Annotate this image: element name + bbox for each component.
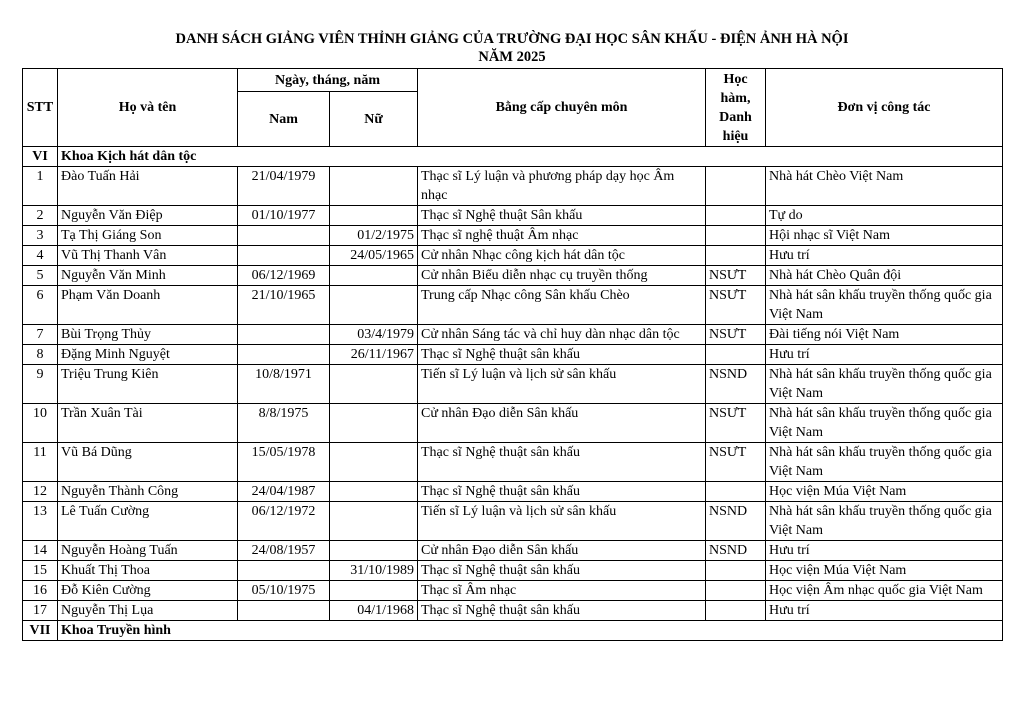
- cell-name: Triệu Trung Kiên: [58, 365, 238, 404]
- header-name: Họ và tên: [58, 69, 238, 147]
- table-row: [23, 404, 1003, 443]
- cell-name: Đào Tuấn Hải: [58, 167, 238, 206]
- table-row: [23, 167, 1003, 206]
- cell-degree: Tiến sĩ Lý luận và lịch sử sân khấu: [418, 502, 706, 541]
- cell-title: [706, 345, 766, 365]
- cell-dob-male: 24/08/1957: [238, 541, 330, 561]
- cell-name: Đỗ Kiên Cường: [58, 581, 238, 601]
- cell-dob-female: [330, 266, 418, 286]
- header-female: Nữ: [330, 92, 418, 147]
- cell-unit: Hội nhạc sĩ Việt Nam: [766, 226, 1003, 246]
- table-row: [23, 286, 1003, 325]
- cell-stt: 14: [23, 541, 58, 561]
- cell-name: Nguyễn Hoàng Tuấn: [58, 541, 238, 561]
- cell-unit: Học viện Múa Việt Nam: [766, 482, 1003, 502]
- cell-dob-female: [330, 443, 418, 482]
- cell-stt: 17: [23, 601, 58, 621]
- cell-name: Nguyễn Văn Điệp: [58, 206, 238, 226]
- cell-stt: 3: [23, 226, 58, 246]
- header-degree: Bằng cấp chuyên môn: [418, 69, 706, 147]
- cell-unit: Nhà hát sân khấu truyền thống quốc gia Việt Nam: [766, 286, 1003, 325]
- cell-name: Bùi Trọng Thủy: [58, 325, 238, 345]
- cell-dob-male: [238, 246, 330, 266]
- header-title: [706, 69, 766, 147]
- cell-unit: Tự do: [766, 206, 1003, 226]
- cell-dob-male: 15/05/1978: [238, 443, 330, 482]
- header-title-line-4: hiệu: [722, 128, 749, 144]
- cell-stt: 10: [23, 404, 58, 443]
- section-row: [23, 147, 1003, 167]
- table-row: [23, 482, 1003, 502]
- section-number: VII: [23, 621, 58, 641]
- cell-title: NSƯT: [706, 443, 766, 482]
- cell-degree: Cử nhân Đạo diễn Sân khấu: [418, 541, 706, 561]
- cell-dob-female: 01/2/1975: [330, 226, 418, 246]
- table-row: [23, 246, 1003, 266]
- cell-dob-male: 21/04/1979: [238, 167, 330, 206]
- table-row: [23, 325, 1003, 345]
- cell-unit: Đài tiếng nói Việt Nam: [766, 325, 1003, 345]
- cell-unit: Hưu trí: [766, 541, 1003, 561]
- cell-degree: Cử nhân Biểu diễn nhạc cụ truyền thống: [418, 266, 706, 286]
- cell-dob-female: [330, 286, 418, 325]
- header-dob: Ngày, tháng, năm: [238, 69, 418, 92]
- document-title: [0, 30, 1024, 66]
- cell-degree: Thạc sĩ Lý luận và phương pháp dạy học Âm nhạc: [418, 167, 706, 206]
- table-row: [23, 581, 1003, 601]
- title-line-1: DANH SÁCH GIẢNG VIÊN THỈNH GIẢNG CỦA TRƯỜNG ĐẠI HỌC SÂN KHẤU - ĐIỆN ẢNH HÀ NỘI: [175, 31, 849, 47]
- cell-title: [706, 167, 766, 206]
- table-row: [23, 206, 1003, 226]
- cell-dob-male: [238, 325, 330, 345]
- table-row: [23, 443, 1003, 482]
- cell-dob-male: 24/04/1987: [238, 482, 330, 502]
- cell-stt: 12: [23, 482, 58, 502]
- cell-stt: 8: [23, 345, 58, 365]
- cell-dob-female: [330, 541, 418, 561]
- cell-title: [706, 601, 766, 621]
- header-title-line-1: Học: [723, 71, 748, 87]
- cell-unit: Hưu trí: [766, 345, 1003, 365]
- cell-name: Vũ Bá Dũng: [58, 443, 238, 482]
- cell-degree: Cử nhân Đạo diễn Sân khấu: [418, 404, 706, 443]
- cell-title: NSƯT: [706, 286, 766, 325]
- cell-unit: Nhà hát sân khấu truyền thống quốc gia Việt Nam: [766, 365, 1003, 404]
- cell-dob-female: [330, 167, 418, 206]
- section-name: Khoa Kịch hát dân tộc: [58, 147, 1003, 167]
- cell-dob-female: [330, 502, 418, 541]
- header-stt: STT: [23, 69, 58, 147]
- section-number: VI: [23, 147, 58, 167]
- cell-dob-male: 05/10/1975: [238, 581, 330, 601]
- cell-dob-male: 01/10/1977: [238, 206, 330, 226]
- table-row: [23, 601, 1003, 621]
- cell-dob-male: 8/8/1975: [238, 404, 330, 443]
- cell-degree: Thạc sĩ nghệ thuật Âm nhạc: [418, 226, 706, 246]
- cell-stt: 4: [23, 246, 58, 266]
- cell-dob-male: [238, 226, 330, 246]
- cell-title: [706, 206, 766, 226]
- cell-stt: 2: [23, 206, 58, 226]
- cell-unit: Nhà hát Chèo Việt Nam: [766, 167, 1003, 206]
- cell-title: NSƯT: [706, 404, 766, 443]
- cell-degree: Trung cấp Nhạc công Sân khấu Chèo: [418, 286, 706, 325]
- cell-dob-female: [330, 482, 418, 502]
- cell-degree: Cử nhân Nhạc công kịch hát dân tộc: [418, 246, 706, 266]
- cell-name: Nguyễn Văn Minh: [58, 266, 238, 286]
- cell-title: [706, 581, 766, 601]
- cell-degree: Thạc sĩ Nghệ thuật Sân khấu: [418, 206, 706, 226]
- header-row-1: [23, 69, 1003, 92]
- cell-title: NSND: [706, 502, 766, 541]
- cell-stt: 9: [23, 365, 58, 404]
- cell-unit: Nhà hát Chèo Quân đội: [766, 266, 1003, 286]
- cell-unit: Nhà hát sân khấu truyền thống quốc gia Việt Nam: [766, 502, 1003, 541]
- header-title-line-3: Danh: [719, 109, 752, 125]
- cell-dob-male: [238, 345, 330, 365]
- cell-unit: Nhà hát sân khấu truyền thống quốc gia Việt Nam: [766, 404, 1003, 443]
- cell-degree: Thạc sĩ Nghệ thuật sân khấu: [418, 443, 706, 482]
- cell-name: Nguyễn Thành Công: [58, 482, 238, 502]
- cell-dob-female: [330, 581, 418, 601]
- cell-title: NSND: [706, 365, 766, 404]
- cell-dob-female: 03/4/1979: [330, 325, 418, 345]
- cell-unit: Hưu trí: [766, 246, 1003, 266]
- table-row: [23, 226, 1003, 246]
- title-line-2: NĂM 2025: [478, 49, 546, 65]
- cell-name: Tạ Thị Giáng Son: [58, 226, 238, 246]
- cell-stt: 6: [23, 286, 58, 325]
- cell-title: [706, 482, 766, 502]
- cell-name: Vũ Thị Thanh Vân: [58, 246, 238, 266]
- cell-degree: Thạc sĩ Nghệ thuật sân khấu: [418, 482, 706, 502]
- cell-dob-female: 24/05/1965: [330, 246, 418, 266]
- cell-dob-male: 06/12/1972: [238, 502, 330, 541]
- cell-stt: 16: [23, 581, 58, 601]
- cell-dob-male: 10/8/1971: [238, 365, 330, 404]
- cell-degree: Thạc sĩ Âm nhạc: [418, 581, 706, 601]
- table-row: [23, 502, 1003, 541]
- cell-stt: 1: [23, 167, 58, 206]
- cell-unit: Học viện Âm nhạc quốc gia Việt Nam: [766, 581, 1003, 601]
- table-body: [23, 147, 1003, 641]
- cell-title: NSƯT: [706, 325, 766, 345]
- cell-title: [706, 226, 766, 246]
- table-row: [23, 365, 1003, 404]
- cell-stt: 13: [23, 502, 58, 541]
- cell-stt: 5: [23, 266, 58, 286]
- section-row: [23, 621, 1003, 641]
- cell-name: Trần Xuân Tài: [58, 404, 238, 443]
- cell-stt: 7: [23, 325, 58, 345]
- cell-title: [706, 246, 766, 266]
- lecturer-table: [22, 68, 1003, 641]
- cell-dob-male: [238, 561, 330, 581]
- cell-dob-male: 06/12/1969: [238, 266, 330, 286]
- cell-unit: Nhà hát sân khấu truyền thống quốc gia Việt Nam: [766, 443, 1003, 482]
- table-row: [23, 541, 1003, 561]
- cell-degree: Thạc sĩ Nghệ thuật sân khấu: [418, 345, 706, 365]
- cell-unit: Học viện Múa Việt Nam: [766, 561, 1003, 581]
- section-name: Khoa Truyền hình: [58, 621, 1003, 641]
- cell-dob-female: 26/11/1967: [330, 345, 418, 365]
- table-row: [23, 345, 1003, 365]
- cell-title: NSND: [706, 541, 766, 561]
- cell-degree: Thạc sĩ Nghệ thuật sân khấu: [418, 561, 706, 581]
- cell-dob-female: 04/1/1968: [330, 601, 418, 621]
- cell-dob-female: [330, 365, 418, 404]
- cell-name: Khuất Thị Thoa: [58, 561, 238, 581]
- cell-name: Phạm Văn Doanh: [58, 286, 238, 325]
- cell-stt: 11: [23, 443, 58, 482]
- cell-title: NSƯT: [706, 266, 766, 286]
- header-unit: Đơn vị công tác: [766, 69, 1003, 147]
- cell-name: Đặng Minh Nguyệt: [58, 345, 238, 365]
- cell-dob-female: [330, 404, 418, 443]
- cell-unit: Hưu trí: [766, 601, 1003, 621]
- header-male: Nam: [238, 92, 330, 147]
- cell-title: [706, 561, 766, 581]
- table-row: [23, 561, 1003, 581]
- cell-degree: Thạc sĩ Nghệ thuật sân khấu: [418, 601, 706, 621]
- cell-dob-female: 31/10/1989: [330, 561, 418, 581]
- cell-degree: Tiến sĩ Lý luận và lịch sử sân khấu: [418, 365, 706, 404]
- table-row: [23, 266, 1003, 286]
- cell-dob-male: [238, 601, 330, 621]
- cell-stt: 15: [23, 561, 58, 581]
- cell-dob-male: 21/10/1965: [238, 286, 330, 325]
- cell-dob-female: [330, 206, 418, 226]
- cell-name: Nguyễn Thị Lụa: [58, 601, 238, 621]
- header-title-line-2: hàm,: [720, 90, 751, 106]
- cell-degree: Cử nhân Sáng tác và chỉ huy dàn nhạc dân tộc: [418, 325, 706, 345]
- cell-name: Lê Tuấn Cường: [58, 502, 238, 541]
